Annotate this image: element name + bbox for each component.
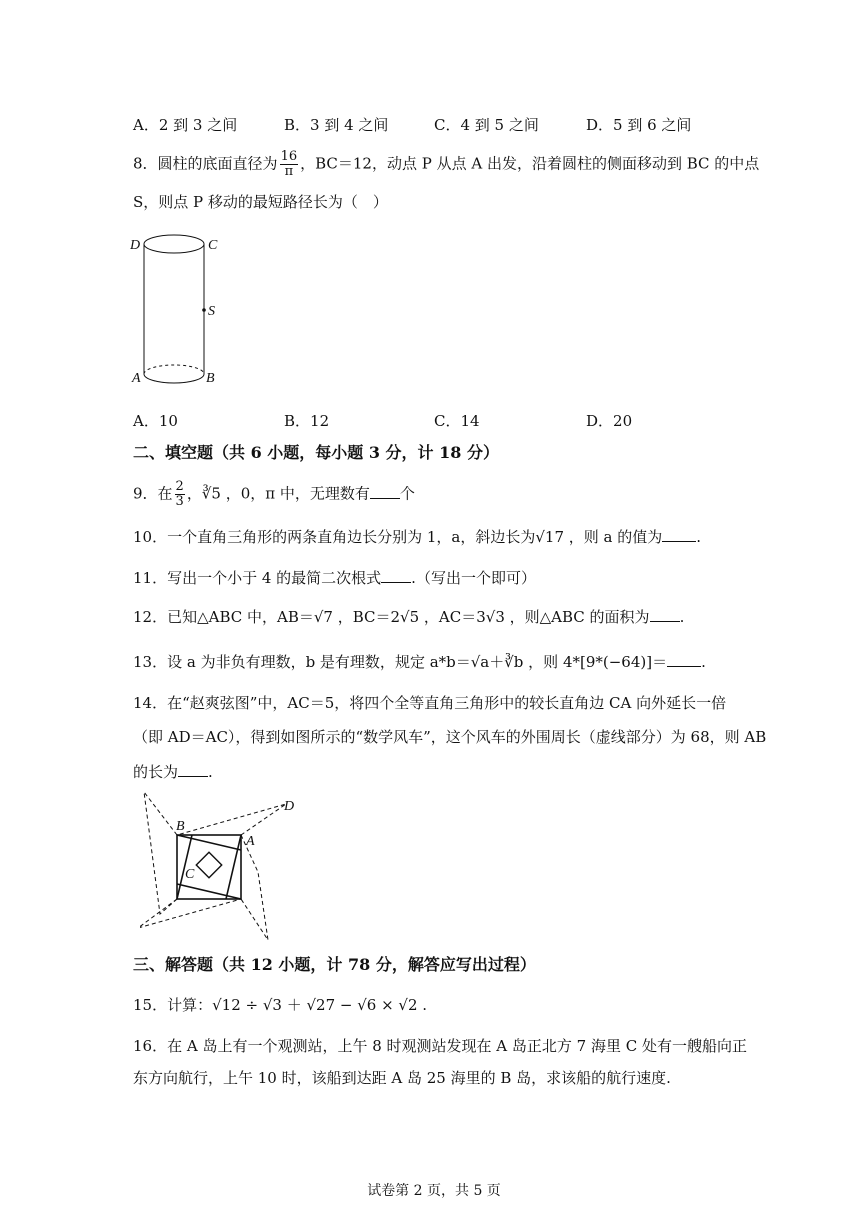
- q8-fraction: $\frac{16}{\pi}$: [280, 149, 298, 179]
- page-footer: 试卷第 2 页，共 5 页: [367, 1183, 501, 1199]
- q14-line-3: 的长为 .: [133, 763, 213, 781]
- q8-option-d: D．20: [586, 412, 633, 430]
- label-s: S: [208, 304, 215, 319]
- label-d: D: [130, 238, 141, 253]
- section-3-heading: 三、解答题（共 12 小题，计 78 分，解答应写出过程）: [133, 955, 536, 974]
- q14-line-1: 14．在“赵爽弦图”中，AC＝5，将四个全等直角三角形中的较长直角边 CA 向外延长一倍: [133, 694, 727, 712]
- q9: 9．在 $\frac{2}{3}$ ，∛5 ，0，π 中，无理数有 个: [133, 479, 415, 509]
- label-b2: B: [176, 819, 185, 834]
- q8-option-b: B．12: [284, 412, 330, 430]
- section-2-heading: 二、填空题（共 6 小题，每小题 3 分，计 18 分）: [133, 443, 499, 462]
- label-a: A: [132, 371, 141, 386]
- q13: 13．设 a 为非负有理数，b 是有理数，规定 a*b＝√a＋∛b ，则 4*[9*(−64)]＝ .: [133, 653, 706, 671]
- q16-line-1: 16．在 A 岛上有一个观测站，上午 8 时观测站发现在 A 岛正北方 7 海里 C 处有一艘船向正: [133, 1037, 748, 1055]
- q10: 10．一个直角三角形的两条直角边长分别为 1，a，斜边长为√17 ，则 a 的值为 .: [133, 528, 702, 546]
- label-c2: C: [185, 867, 195, 882]
- q8-option-a: A．10: [133, 412, 178, 430]
- label-a2: A: [246, 834, 255, 849]
- q9-fraction: $\frac{2}{3}$: [175, 479, 184, 509]
- cylinder-figure: [130, 232, 230, 392]
- q7-option-c: C．4 到 5 之间: [434, 116, 539, 134]
- q15: 15．计算：√12 ÷ √3 ＋ √27 − √6 × √2 .: [133, 996, 428, 1014]
- q12: 12．已知△ABC 中，AB＝√7 ，BC＝2√5 ，AC＝3√3 ，则△ABC 的面积为 .: [133, 608, 685, 626]
- q16-line-2: 东方向航行，上午 10 时，该船到达距 A 岛 25 海里的 B 岛，求该船的航行速度.: [133, 1069, 671, 1087]
- q8-line-2: S，则点 P 移动的最短路径长为（ ）: [133, 193, 388, 211]
- q7-option-b: B．3 到 4 之间: [284, 116, 389, 134]
- label-c: C: [208, 238, 218, 253]
- q8-option-c: C．14: [434, 412, 480, 430]
- q14-line-2: （即 AD＝AC），得到如图所示的“数学风车”，这个风车的外围周长（虚线部分）为 68，则 AB: [133, 728, 767, 746]
- pinwheel-figure: [140, 790, 310, 945]
- q8-line-1: 8．圆柱的底面直径为 $\frac{16}{\pi}$ ，BC＝12，动点 P 从点 A 出发，沿着圆柱的侧面移动到 BC 的中点: [133, 149, 760, 179]
- q11: 11．写出一个小于 4 的最简二次根式 .（写出一个即可）: [133, 569, 536, 587]
- label-d2: D: [284, 799, 295, 814]
- q7-option-a: A．2 到 3 之间: [133, 116, 238, 134]
- q7-option-d: D．5 到 6 之间: [586, 116, 692, 134]
- label-b: B: [206, 371, 215, 386]
